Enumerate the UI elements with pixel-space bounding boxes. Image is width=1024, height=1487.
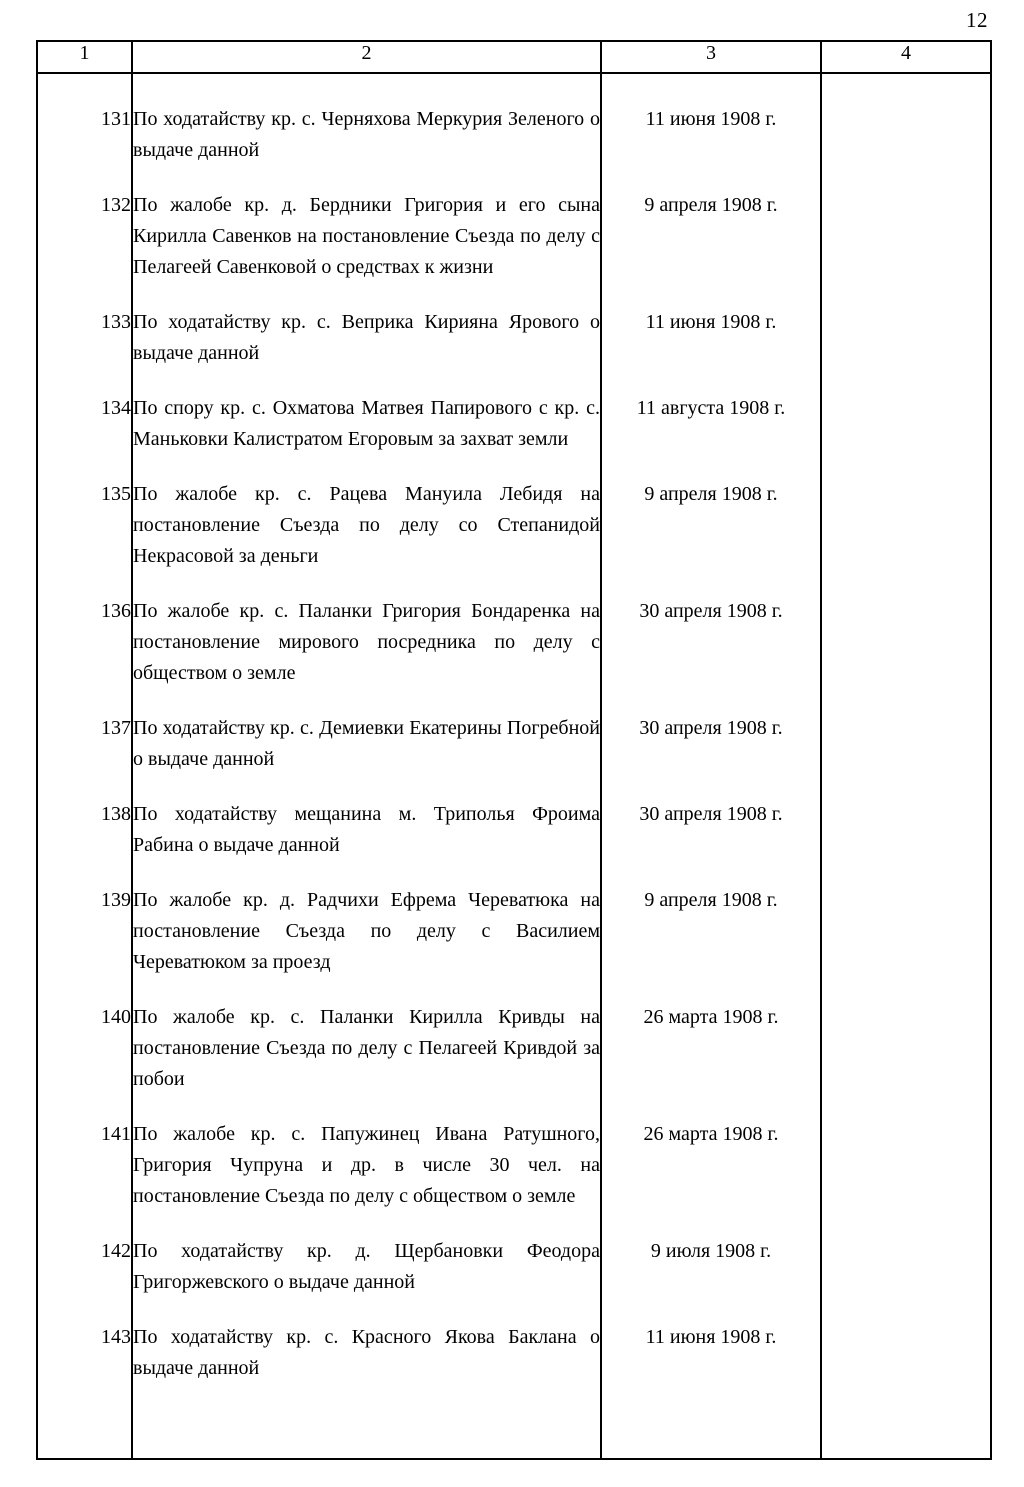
row-date: 30 апреля 1908 г. xyxy=(601,572,821,689)
table-row xyxy=(37,455,991,572)
row-date: 11 июня 1908 г. xyxy=(601,73,821,166)
row-description: По ходатайству кр. с. Демиевки Екатерины Погребной о выдаче данной xyxy=(132,689,601,775)
table-row xyxy=(37,775,991,861)
row-description: По жалобе кр. с. Папужинец Ивана Ратушного, Григория Чупруна и др. в числе 30 чел. на постановление Съезда по делу с обществом о земле xyxy=(132,1095,601,1212)
row-date: 11 июня 1908 г. xyxy=(601,283,821,369)
table-row xyxy=(37,283,991,369)
row-note xyxy=(821,1095,991,1212)
row-note xyxy=(821,73,991,166)
row-date: 11 августа 1908 г. xyxy=(601,369,821,455)
column-header-1: 1 xyxy=(37,41,132,73)
row-description: По ходатайству кр. д. Щербановки Феодора Григоржевского о выдаче данной xyxy=(132,1212,601,1298)
column-header-2: 2 xyxy=(132,41,601,73)
table-row xyxy=(37,1095,991,1212)
row-date: 30 апреля 1908 г. xyxy=(601,775,821,861)
table-body xyxy=(37,73,991,1459)
row-note xyxy=(821,861,991,978)
row-date: 26 марта 1908 г. xyxy=(601,1095,821,1212)
row-description: По жалобе кр. д. Радчихи Ефрема Череватюка на постановление Съезда по делу с Василием Череватюком за проезд xyxy=(132,861,601,978)
row-description: По жалобе кр. д. Бердники Григория и его сына Кирилла Савенков на постановление Съезда по делу с Пелагеей Савенковой о средствах к жизни xyxy=(132,166,601,283)
row-date: 9 апреля 1908 г. xyxy=(601,861,821,978)
row-note xyxy=(821,166,991,283)
table-row xyxy=(37,1212,991,1298)
table-filler-cell xyxy=(132,1384,601,1459)
row-number: 135 xyxy=(37,455,132,572)
row-number: 138 xyxy=(37,775,132,861)
row-note xyxy=(821,775,991,861)
page-number: 12 xyxy=(966,8,988,32)
row-number: 143 xyxy=(37,1298,132,1384)
row-number: 133 xyxy=(37,283,132,369)
row-number: 142 xyxy=(37,1212,132,1298)
row-number: 134 xyxy=(37,369,132,455)
table-header-row xyxy=(37,41,991,73)
table-filler-cell xyxy=(601,1384,821,1459)
row-number: 132 xyxy=(37,166,132,283)
table-row xyxy=(37,166,991,283)
row-note xyxy=(821,978,991,1095)
table-row xyxy=(37,689,991,775)
row-date: 26 марта 1908 г. xyxy=(601,978,821,1095)
table-filler-cell xyxy=(821,1384,991,1459)
row-description: По спору кр. с. Охматова Матвея Папирового с кр. с. Маньковки Калистратом Егоровым за захват земли xyxy=(132,369,601,455)
row-description: По жалобе кр. с. Паланки Григория Бондаренка на постановление мирового посредника по делу с обществом о земле xyxy=(132,572,601,689)
row-number: 141 xyxy=(37,1095,132,1212)
row-number: 140 xyxy=(37,978,132,1095)
row-date: 30 апреля 1908 г. xyxy=(601,689,821,775)
row-note xyxy=(821,1298,991,1384)
column-header-3: 3 xyxy=(601,41,821,73)
row-description: По ходатайству кр. с. Веприка Кирияна Ярового о выдаче данной xyxy=(132,283,601,369)
row-date: 11 июня 1908 г. xyxy=(601,1298,821,1384)
row-date: 9 апреля 1908 г. xyxy=(601,455,821,572)
row-note xyxy=(821,455,991,572)
table-filler-cell xyxy=(37,1384,132,1459)
row-number: 136 xyxy=(37,572,132,689)
row-date: 9 июля 1908 г. xyxy=(601,1212,821,1298)
table-row xyxy=(37,861,991,978)
row-description: По ходатайству кр. с. Черняхова Меркурия Зеленого о выдаче данной xyxy=(132,73,601,166)
row-note xyxy=(821,1212,991,1298)
column-header-4: 4 xyxy=(821,41,991,73)
row-number: 137 xyxy=(37,689,132,775)
table-row xyxy=(37,572,991,689)
table-filler-row xyxy=(37,1384,991,1459)
table-row xyxy=(37,1298,991,1384)
row-note xyxy=(821,369,991,455)
row-description: По ходатайству кр. с. Красного Якова Баклана о выдаче данной xyxy=(132,1298,601,1384)
table-header xyxy=(37,41,991,73)
row-note xyxy=(821,283,991,369)
row-description: По ходатайству мещанина м. Триполья Фроима Рабина о выдаче данной xyxy=(132,775,601,861)
row-description: По жалобе кр. с. Паланки Кирилла Кривды на постановление Съезда по делу с Пелагеей Кривдой за побои xyxy=(132,978,601,1095)
register-table xyxy=(36,40,992,1460)
table-row xyxy=(37,369,991,455)
row-note xyxy=(821,689,991,775)
table-row xyxy=(37,73,991,166)
row-number: 139 xyxy=(37,861,132,978)
row-number: 131 xyxy=(37,73,132,166)
row-description: По жалобе кр. с. Рацева Мануила Лебидя на постановление Съезда по делу со Степанидой Некрасовой за деньги xyxy=(132,455,601,572)
row-date: 9 апреля 1908 г. xyxy=(601,166,821,283)
row-note xyxy=(821,572,991,689)
table-row xyxy=(37,978,991,1095)
